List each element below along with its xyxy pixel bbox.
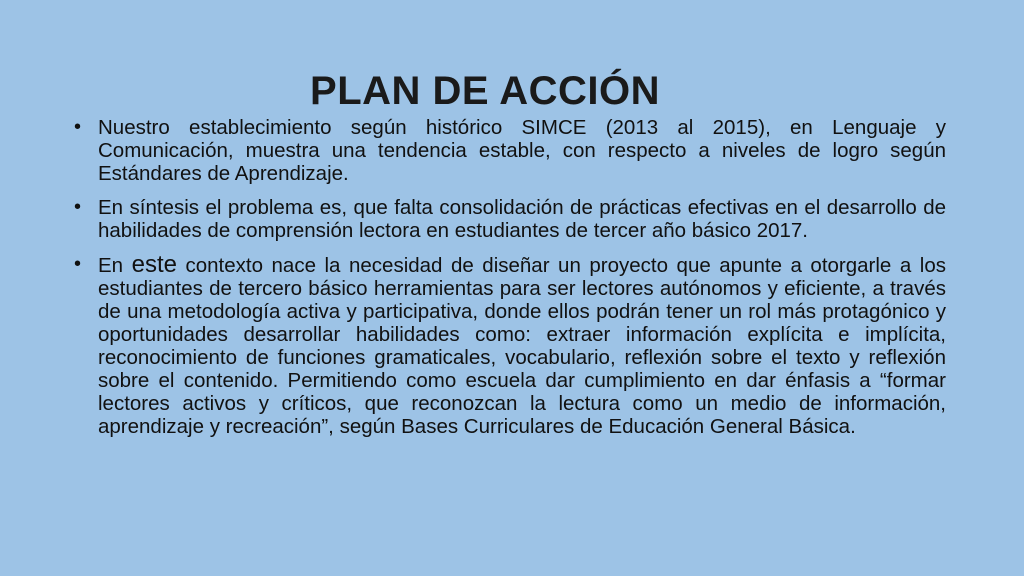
bullet-text-prefix: En [98, 254, 132, 277]
bullet-item [74, 253, 946, 438]
bullet-list [74, 116, 946, 449]
slide-title: PLAN DE ACCIÓN [310, 68, 660, 113]
bullet-item [74, 116, 946, 185]
bullet-item [74, 196, 946, 242]
bullet-text-emphasis: este [131, 251, 177, 278]
bullet-text [98, 251, 946, 438]
bullet-dot-icon: • [74, 253, 82, 275]
bullet-text-rest: contexto nace la necesidad de diseñar un proyecto que apunte a otorgarle a los estudiantes de tercero básico herramientas para ser lectores autónomos y eficiente, a través de una metodología activa y participativa, donde ellos podrán tener un rol más protagónico y oportunidades desarrollar habilidades como: extraer información explícita e implícita, reconocimiento de funciones gramaticales, vocabulario, reflexión sobre el texto y reflexión sobre el contenido. Permitiendo como escuela dar cumplimiento en dar énfasis a “formar lectores activos y críticos, que reconozcan la lectura como un medio de información, aprendizaje y recreación”, según Bases Curriculares de Educación General Básica. [98, 254, 946, 438]
bullet-dot-icon: • [74, 116, 82, 138]
bullet-dot-icon: • [74, 196, 82, 218]
bullet-text: En síntesis el problema es, que falta consolidación de prácticas efectivas en el desarrollo de habilidades de comprensión lectora en estudiantes de tercer año básico 2017. [98, 196, 946, 242]
bullet-text: Nuestro establecimiento según histórico SIMCE (2013 al 2015), en Lenguaje y Comunicación, muestra una tendencia estable, con respecto a niveles de logro según Estándares de Aprendizaje. [98, 116, 946, 185]
